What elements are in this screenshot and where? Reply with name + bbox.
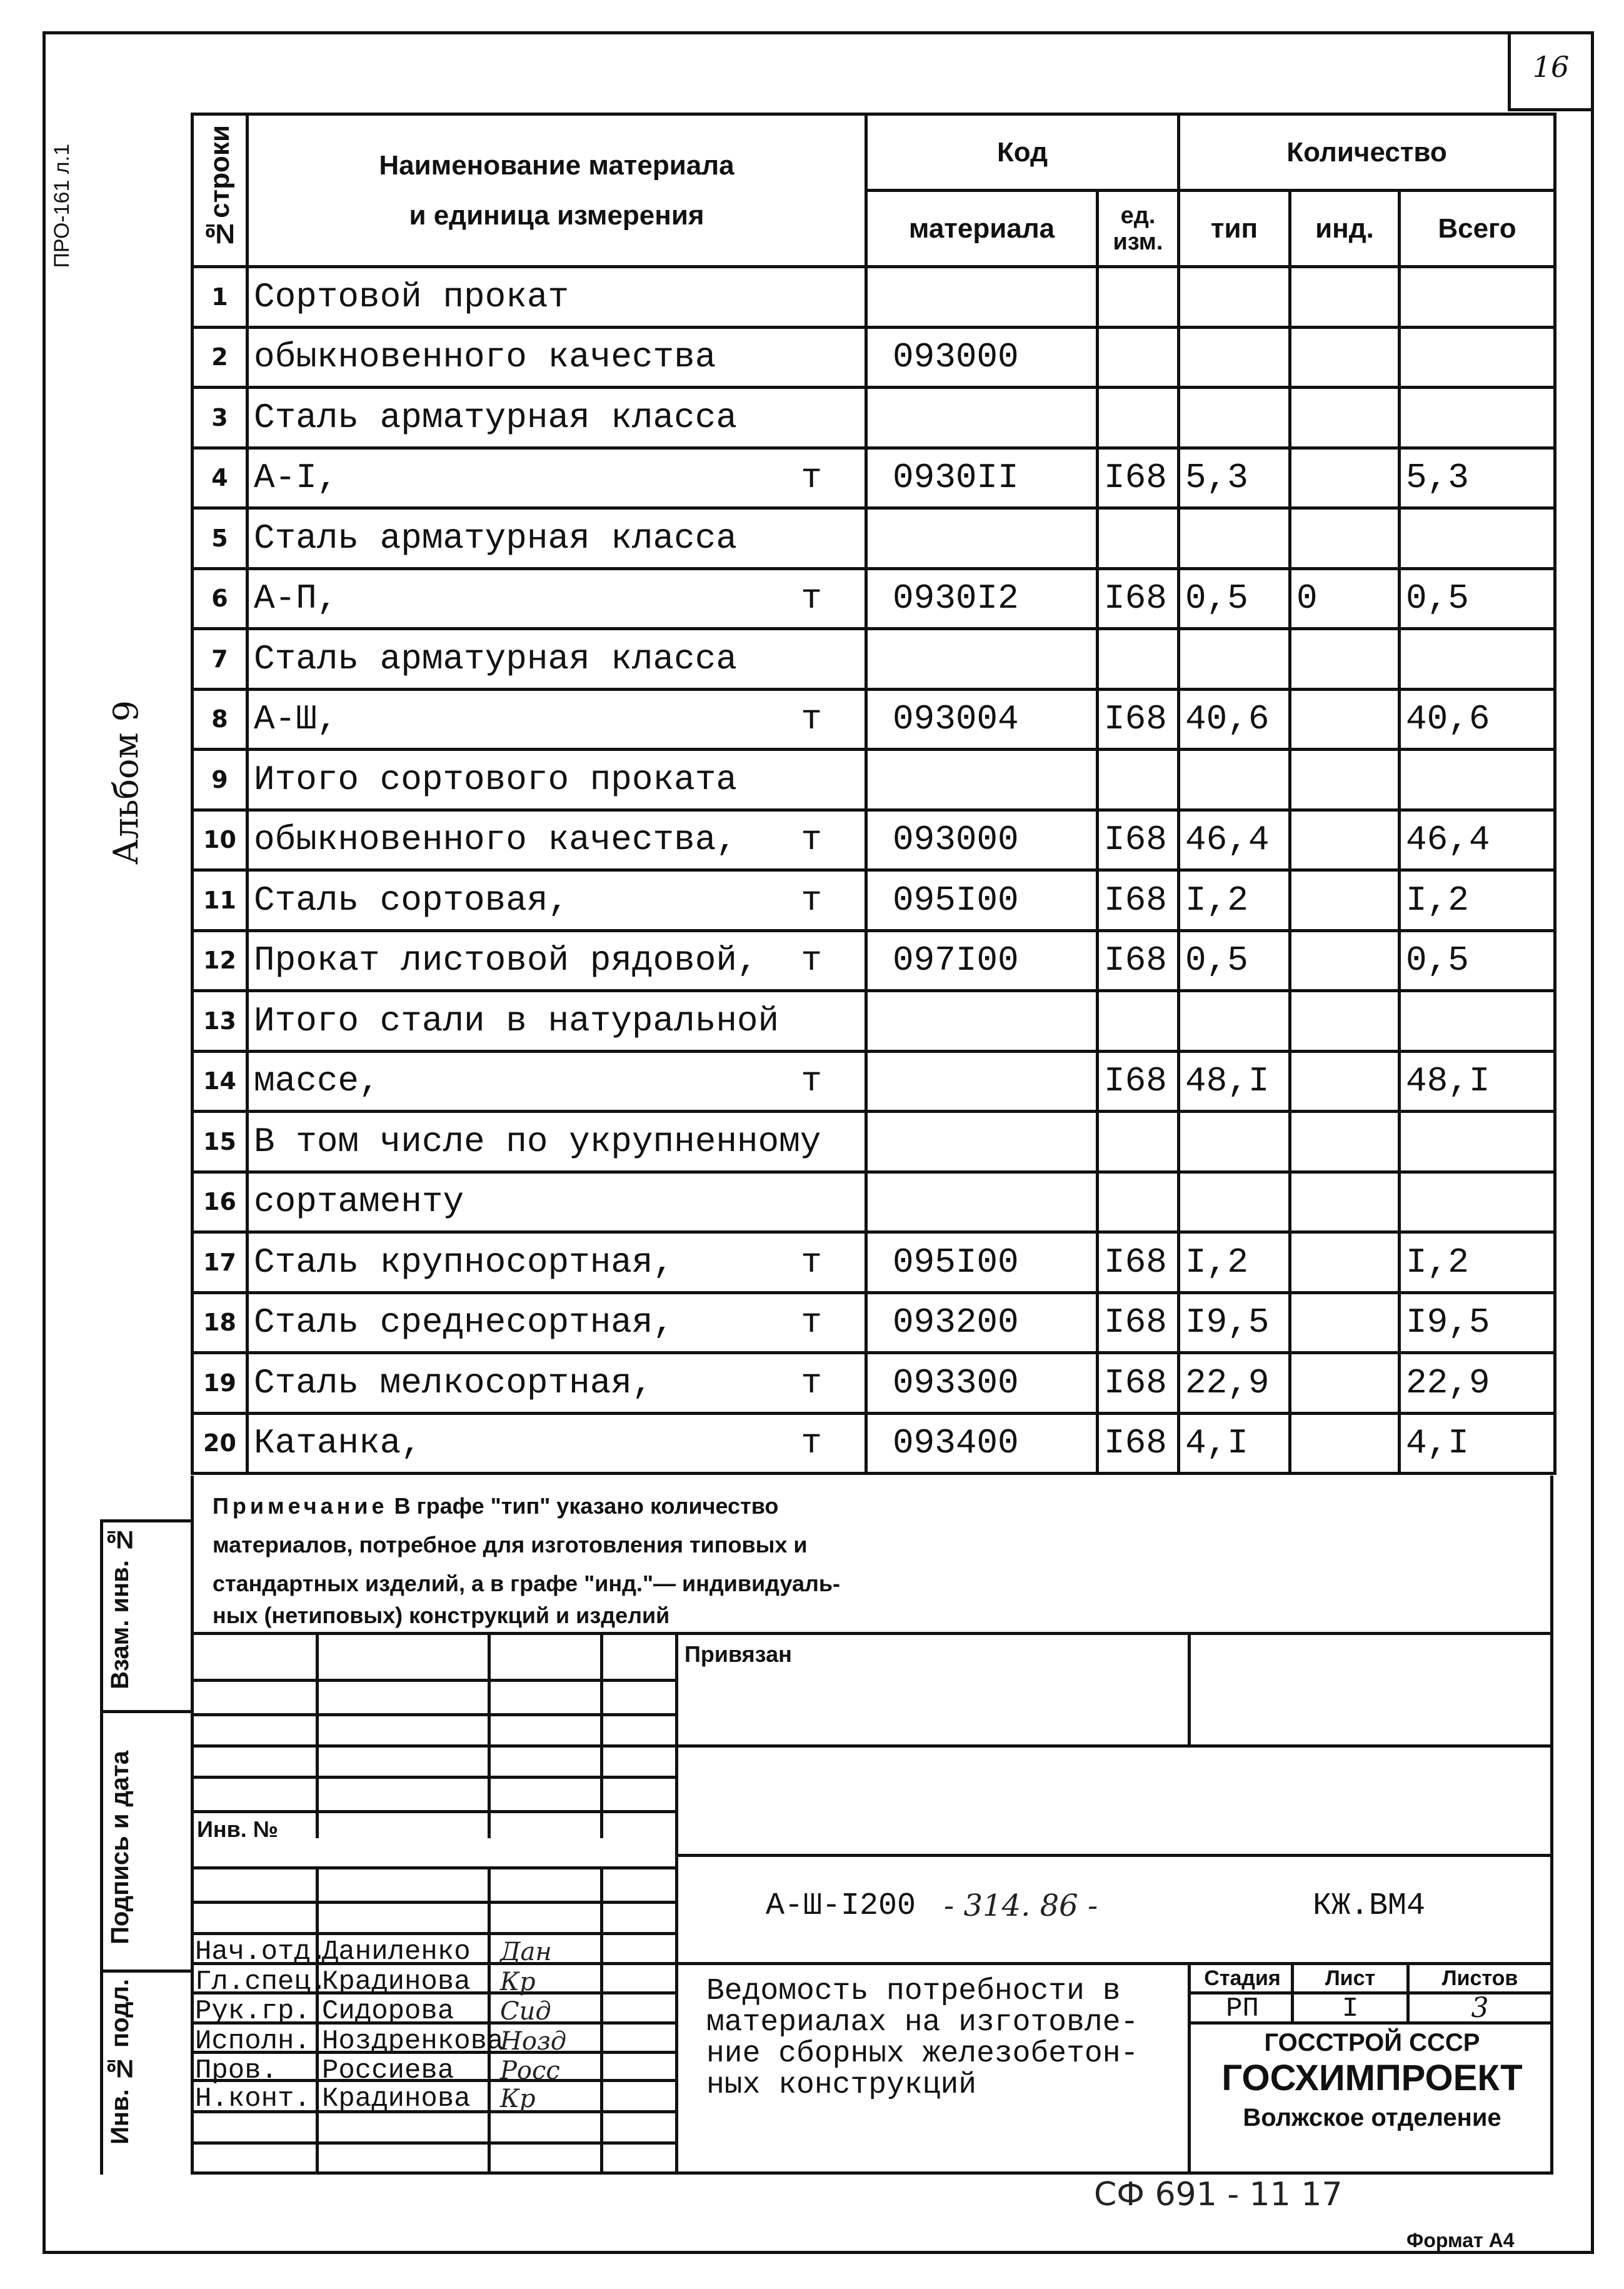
tb-row <box>191 1679 678 1682</box>
table-row <box>193 1051 1555 1112</box>
row-number: 9 <box>193 750 248 810</box>
qty-total: 48,I <box>1400 1051 1555 1112</box>
signature: Кр <box>500 2085 536 2113</box>
uom-code <box>1098 991 1179 1052</box>
material-name: Сталь мелкосортная, т <box>248 1353 866 1414</box>
qty-ind <box>1290 750 1400 810</box>
tb-col <box>600 1866 603 2173</box>
note-heading: Примечание <box>213 1493 388 1519</box>
table-row <box>193 930 1555 991</box>
table-row <box>193 1292 1555 1353</box>
material-name: В том числе по укрупненному <box>248 1112 866 1172</box>
row-number: 18 <box>193 1292 248 1353</box>
qty-tip: 0,5 <box>1179 930 1290 991</box>
material-name: обыкновенного качества <box>248 327 866 388</box>
uom-code <box>1098 1112 1179 1172</box>
material-name: Сталь арматурная класса <box>248 388 866 448</box>
qty-total: 0,5 <box>1400 568 1555 629</box>
sheet-value: I <box>1341 1993 1359 2025</box>
material-name: Итого стали в натуральной <box>248 991 866 1052</box>
tb-row <box>191 1866 678 1869</box>
table-row <box>193 810 1555 870</box>
note-bottom-rule <box>191 1632 1553 1635</box>
note-line-2: материалов, потребное для изготовления типовых и <box>213 1532 808 1557</box>
role-name: Крадинова <box>322 1966 471 1998</box>
material-name: А-Ш, т <box>248 689 866 750</box>
table-row <box>193 1172 1555 1232</box>
qty-tip <box>1179 327 1290 388</box>
qty-ind <box>1290 508 1400 569</box>
doc-title: Ведомость потребности в материалах на изготовле- ние сборных железобетон- ных конструкций <box>706 1975 1139 2102</box>
role-name: Россиева <box>322 2055 454 2086</box>
side-strip-top <box>100 1519 194 1522</box>
tb-row-right <box>675 1744 1553 1748</box>
material-name: Катанка, т <box>248 1413 866 1474</box>
margin-code: ПРО-161 л.1 <box>50 144 74 268</box>
qty-tip: 48,I <box>1179 1051 1290 1112</box>
qty-tip <box>1179 991 1290 1052</box>
row-number: 5 <box>193 508 248 569</box>
qty-ind <box>1290 327 1400 388</box>
material-code: 093000 <box>866 810 1098 870</box>
bottom-code: СФ 691 - 11 17 <box>1094 2176 1343 2213</box>
qty-total <box>1400 629 1555 690</box>
tb-col <box>600 1632 603 1838</box>
role-label: Пров. <box>195 2055 278 2086</box>
qty-ind <box>1290 388 1400 448</box>
material-code: 093200 <box>866 1292 1098 1353</box>
unit-label: т <box>801 1242 822 1282</box>
unit-label: т <box>801 820 822 860</box>
qty-total <box>1400 1112 1555 1172</box>
row-number-header: №строки <box>193 114 248 267</box>
uom-code <box>1098 388 1179 448</box>
uom-code: I68 <box>1098 810 1179 870</box>
row-number: 20 <box>193 1413 248 1474</box>
tb-row <box>191 1901 678 1904</box>
uom-header: ед. изм. <box>1098 191 1179 267</box>
material-code <box>866 991 1098 1052</box>
tb-row <box>191 1932 678 1935</box>
material-name: сортаменту <box>248 1172 866 1232</box>
table-row <box>193 870 1555 931</box>
row-number: 8 <box>193 689 248 750</box>
qty-tip: I9,5 <box>1179 1292 1290 1353</box>
org-line-2: ГОСХИМПРОЕКТ <box>1221 2058 1523 2098</box>
qty-ind <box>1290 448 1400 508</box>
org-line-1: ГОССТРОЙ СССР <box>1264 2029 1480 2056</box>
qty-total: 5,3 <box>1400 448 1555 508</box>
tb-row <box>191 2141 678 2145</box>
code-header: Код <box>866 114 1179 191</box>
row-number: 17 <box>193 1232 248 1293</box>
unit-label: т <box>801 880 822 920</box>
qty-total: 40,6 <box>1400 689 1555 750</box>
side-strip-div1 <box>100 1710 194 1713</box>
qty-ind <box>1290 629 1400 690</box>
uom-code: I68 <box>1098 689 1179 750</box>
note-line-4: ных (нетиповых) конструкций и изделий <box>213 1602 670 1628</box>
qty-ind <box>1290 1112 1400 1172</box>
doc-mark: КЖ.ВМ4 <box>1313 1888 1426 1924</box>
material-name: Сталь крупносортная, т <box>248 1232 866 1293</box>
signature: Росс <box>500 2056 560 2085</box>
inv-no-label: Инв. № <box>197 1816 278 1842</box>
total-header: Всего <box>1400 191 1555 267</box>
table-row <box>193 388 1555 448</box>
side-label-inv-podl: Инв. № подл. <box>106 1979 134 2145</box>
material-code: 097I00 <box>866 930 1098 991</box>
material-code: 0930II <box>866 448 1098 508</box>
signature: Дан <box>500 1938 552 1966</box>
table-row <box>193 629 1555 690</box>
material-code <box>866 1112 1098 1172</box>
material-name: Сталь арматурная класса <box>248 629 866 690</box>
stage-value: РП <box>1226 1993 1259 2025</box>
tb-col <box>488 1632 491 1838</box>
qty-total <box>1400 750 1555 810</box>
qty-total: 46,4 <box>1400 810 1555 870</box>
role-name: Ноздренкова <box>322 2026 504 2057</box>
unit-label: т <box>801 699 822 740</box>
uom-code <box>1098 327 1179 388</box>
name-header: Наименование материала и единица измерения <box>248 114 866 267</box>
qty-tip <box>1179 1112 1290 1172</box>
table-row <box>193 1112 1555 1172</box>
qty-tip <box>1179 1172 1290 1232</box>
row-number: 12 <box>193 930 248 991</box>
unit-label: т <box>801 940 822 981</box>
material-code: 093004 <box>866 689 1098 750</box>
signature: Кр <box>500 1968 536 1996</box>
material-code <box>866 508 1098 569</box>
role-label: Нач.отд. <box>195 1936 328 1968</box>
album-label: Альбом 9 <box>106 700 146 865</box>
qty-total: 0,5 <box>1400 930 1555 991</box>
tb-row <box>191 1810 678 1813</box>
doc-code: А-Ш-I200 <box>766 1888 916 1924</box>
tb-row <box>191 1713 678 1716</box>
material-name: Сталь арматурная класса <box>248 508 866 569</box>
material-name: обыкновенного качества, т <box>248 810 866 870</box>
role-name: Сидорова <box>322 1996 454 2027</box>
table-row <box>193 750 1555 810</box>
qty-tip <box>1179 388 1290 448</box>
uom-code <box>1098 1172 1179 1232</box>
qty-tip <box>1179 508 1290 569</box>
row-number: 4 <box>193 448 248 508</box>
table-row <box>193 448 1555 508</box>
qty-ind <box>1290 1353 1400 1414</box>
uom-code: I68 <box>1098 1292 1179 1353</box>
tip-header: тип <box>1179 191 1290 267</box>
note <box>213 1487 1100 1628</box>
qty-tip: I,2 <box>1179 1232 1290 1293</box>
left-rule <box>191 1476 194 2175</box>
unit-label: т <box>801 458 822 498</box>
signature: Нозд <box>500 2027 567 2056</box>
tb-col <box>316 1632 319 1838</box>
unit-label: т <box>801 1061 822 1102</box>
qty-tip <box>1179 629 1290 690</box>
sheets-value: 3 <box>1471 1992 1489 2024</box>
table-row <box>193 1232 1555 1293</box>
material-code-header: материала <box>866 191 1098 267</box>
qty-tip: 4,I <box>1179 1413 1290 1474</box>
table-row <box>193 267 1555 328</box>
privyazan-label: Привязан <box>684 1641 792 1667</box>
material-name: Сортовой прокат <box>248 267 866 328</box>
sheets-label: Листов <box>1441 1966 1518 1990</box>
sheet-label: Лист <box>1325 1966 1376 1990</box>
table-row <box>193 1353 1555 1414</box>
uom-code: I68 <box>1098 568 1179 629</box>
qty-tip <box>1179 750 1290 810</box>
unit-label: т <box>801 1362 822 1403</box>
material-code <box>866 629 1098 690</box>
role-name: Даниленко <box>322 1936 471 1968</box>
qty-total <box>1400 327 1555 388</box>
row-number: 7 <box>193 629 248 690</box>
table-row <box>193 689 1555 750</box>
role-label: Рук.гр. <box>195 1996 311 2027</box>
unit-label: т <box>801 1302 822 1343</box>
qty-ind <box>1290 810 1400 870</box>
material-code: 093300 <box>866 1353 1098 1414</box>
row-number: 14 <box>193 1051 248 1112</box>
uom-code: I68 <box>1098 1051 1179 1112</box>
tb-col <box>488 1866 491 2173</box>
qty-ind <box>1290 1292 1400 1353</box>
side-strip-left <box>100 1519 103 2175</box>
tb-row <box>191 1776 678 1779</box>
table-row <box>193 1413 1555 1474</box>
org-line-3: Волжское отделение <box>1243 2104 1501 2131</box>
qty-total: 22,9 <box>1400 1353 1555 1414</box>
qty-ind: 0 <box>1290 568 1400 629</box>
qty-total: 4,I <box>1400 1413 1555 1474</box>
ind-header: инд. <box>1290 191 1400 267</box>
materials-table <box>191 113 1556 1475</box>
side-label-vzam: Взам. инв. № <box>106 1526 134 1689</box>
qty-total <box>1400 267 1555 328</box>
role-name: Крадинова <box>322 2083 471 2115</box>
signature: Сид <box>500 1997 551 2026</box>
qty-tip <box>1179 267 1290 328</box>
qty-total <box>1400 991 1555 1052</box>
qty-header: Количество <box>1179 114 1555 191</box>
material-code <box>866 388 1098 448</box>
tb-col <box>675 1632 678 2175</box>
uom-code: I68 <box>1098 1353 1179 1414</box>
qty-ind <box>1290 870 1400 931</box>
row-number: 16 <box>193 1172 248 1232</box>
tb-col-right <box>1188 1632 1191 1744</box>
uom-code <box>1098 267 1179 328</box>
titleblock-bottom-rule <box>191 2171 1553 2175</box>
material-code: 095I00 <box>866 1232 1098 1293</box>
material-code: 095I00 <box>866 870 1098 931</box>
qty-ind <box>1290 1172 1400 1232</box>
qty-total <box>1400 508 1555 569</box>
role-label: Гл.спец. <box>195 1966 328 1998</box>
row-number: 2 <box>193 327 248 388</box>
tb-row-right <box>675 1854 1553 1857</box>
unit-label: т <box>801 1423 822 1464</box>
row-number: 1 <box>193 267 248 328</box>
material-code: 093000 <box>866 327 1098 388</box>
uom-code: I68 <box>1098 1413 1179 1474</box>
material-code: 0930I2 <box>866 568 1098 629</box>
qty-tip: 40,6 <box>1179 689 1290 750</box>
qty-total: I9,5 <box>1400 1292 1555 1353</box>
material-code: 093400 <box>866 1413 1098 1474</box>
role-label: Исполн. <box>195 2026 311 2057</box>
qty-total: I,2 <box>1400 870 1555 931</box>
material-code <box>866 750 1098 810</box>
page-number: 16 <box>1532 50 1570 84</box>
material-name: Сталь среднесортная, т <box>248 1292 866 1353</box>
material-name: массе, т <box>248 1051 866 1112</box>
qty-tip: 0,5 <box>1179 568 1290 629</box>
uom-code: I68 <box>1098 870 1179 931</box>
table-row <box>193 568 1555 629</box>
qty-tip: 46,4 <box>1179 810 1290 870</box>
uom-code <box>1098 629 1179 690</box>
qty-total: I,2 <box>1400 1232 1555 1293</box>
material-name: Прокат листовой рядовой, т <box>248 930 866 991</box>
material-name: А-I, т <box>248 448 866 508</box>
qty-ind <box>1290 267 1400 328</box>
qty-ind <box>1290 991 1400 1052</box>
role-label: Н.конт. <box>195 2083 311 2115</box>
tb-row <box>191 1744 678 1748</box>
row-number: 19 <box>193 1353 248 1414</box>
qty-tip: I,2 <box>1179 870 1290 931</box>
side-label-podpis: Подпись и дата <box>106 1751 134 1944</box>
material-code <box>866 1051 1098 1112</box>
stage-label: Стадия <box>1204 1966 1281 1990</box>
material-code <box>866 1172 1098 1232</box>
row-number: 3 <box>193 388 248 448</box>
tb-col <box>316 1866 319 2173</box>
row-number: 11 <box>193 870 248 931</box>
unit-label: т <box>801 578 822 619</box>
table-row <box>193 327 1555 388</box>
qty-ind <box>1290 1413 1400 1474</box>
uom-code <box>1098 508 1179 569</box>
qty-ind <box>1290 1232 1400 1293</box>
qty-total <box>1400 1172 1555 1232</box>
qty-ind <box>1290 1051 1400 1112</box>
row-number: 13 <box>193 991 248 1052</box>
uom-code: I68 <box>1098 930 1179 991</box>
material-name: А-П, т <box>248 568 866 629</box>
note-line-1: В графе "тип" указано количество <box>394 1493 779 1519</box>
row-number: 10 <box>193 810 248 870</box>
uom-code: I68 <box>1098 1232 1179 1293</box>
material-name: Сталь сортовая, т <box>248 870 866 931</box>
qty-tip: 22,9 <box>1179 1353 1290 1414</box>
tb-row-right <box>675 1962 1553 1965</box>
material-code <box>866 267 1098 328</box>
doc-code-handwritten: - 314. 86 - <box>944 1888 1098 1923</box>
qty-tip: 5,3 <box>1179 448 1290 508</box>
qty-total <box>1400 388 1555 448</box>
side-strip-div2 <box>100 1970 194 1973</box>
row-number: 15 <box>193 1112 248 1172</box>
qty-ind <box>1290 689 1400 750</box>
note-line-3: стандартных изделий, а в графе "инд."— индивидуаль- <box>213 1571 841 1596</box>
qty-ind <box>1290 930 1400 991</box>
format-label: Формат А4 <box>1406 2229 1515 2251</box>
table-row <box>193 991 1555 1052</box>
material-name: Итого сортового проката <box>248 750 866 810</box>
uom-code: I68 <box>1098 448 1179 508</box>
uom-code <box>1098 750 1179 810</box>
table-row <box>193 508 1555 569</box>
row-number: 6 <box>193 568 248 629</box>
